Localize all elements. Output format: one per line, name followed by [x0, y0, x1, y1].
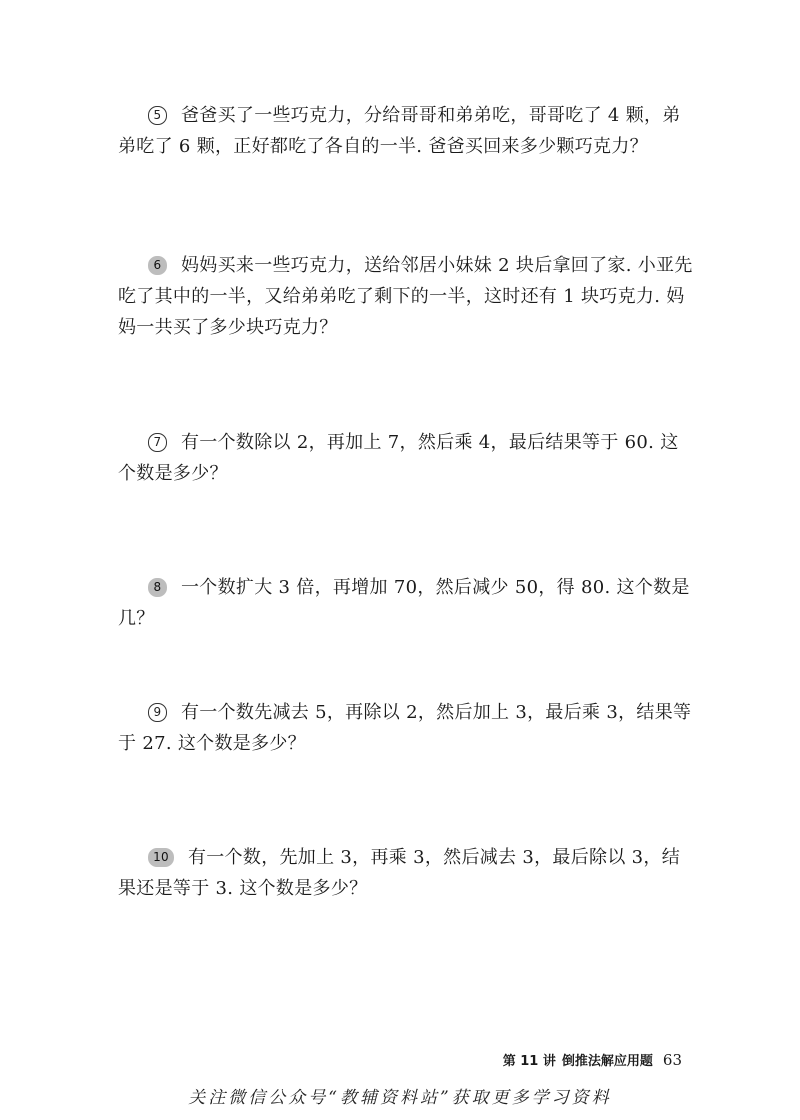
problem-number: 10: [148, 848, 174, 867]
problem-text: 有一个数，先加上 3，再乘 3，然后减去 3，最后除以 3，结果还是等于 3. 这个数是多少？: [118, 847, 680, 899]
lecture-label: 第 11 讲: [502, 1054, 556, 1069]
page-number: 63: [662, 1051, 682, 1069]
problem-9: [118, 697, 693, 759]
problem-number: 9: [148, 703, 167, 722]
problem-number: 7: [148, 433, 167, 452]
problem-5: [118, 100, 693, 162]
page-footer: [503, 1050, 682, 1069]
problem-number: 5: [148, 106, 167, 125]
chapter-title: 倒推法解应用题: [561, 1054, 653, 1069]
watermark-text: 关注微信公众号“教辅资料站”获取更多学习资料: [188, 1088, 612, 1108]
problem-8: [118, 572, 693, 634]
problem-number: 8: [148, 578, 167, 597]
problem-text: 一个数扩大 3 倍，再增加 70，然后减少 50，得 80. 这个数是几？: [118, 577, 690, 629]
problem-text: 有一个数先减去 5，再除以 2，然后加上 3，最后乘 3，结果等于 27. 这个数是多少？: [118, 702, 692, 754]
problem-7: [118, 427, 693, 489]
problem-text: 妈妈买来一些巧克力，送给邻居小妹妹 2 块后拿回了家. 小亚先吃了其中的一半，又给弟弟吃了剩下的一半，这时还有 1 块巧克力. 妈妈一共买了多少块巧克力？: [118, 255, 693, 338]
problem-6: [118, 250, 693, 343]
problem-text: 有一个数除以 2，再加上 7，然后乘 4，最后结果等于 60. 这个数是多少？: [118, 432, 679, 484]
problem-10: [118, 842, 693, 904]
problem-number: 6: [148, 256, 167, 275]
problem-text: 爸爸买了一些巧克力，分给哥哥和弟弟吃，哥哥吃了 4 颗，弟弟吃了 6 颗，正好都吃了各自的一半. 爸爸买回来多少颗巧克力？: [118, 105, 681, 157]
